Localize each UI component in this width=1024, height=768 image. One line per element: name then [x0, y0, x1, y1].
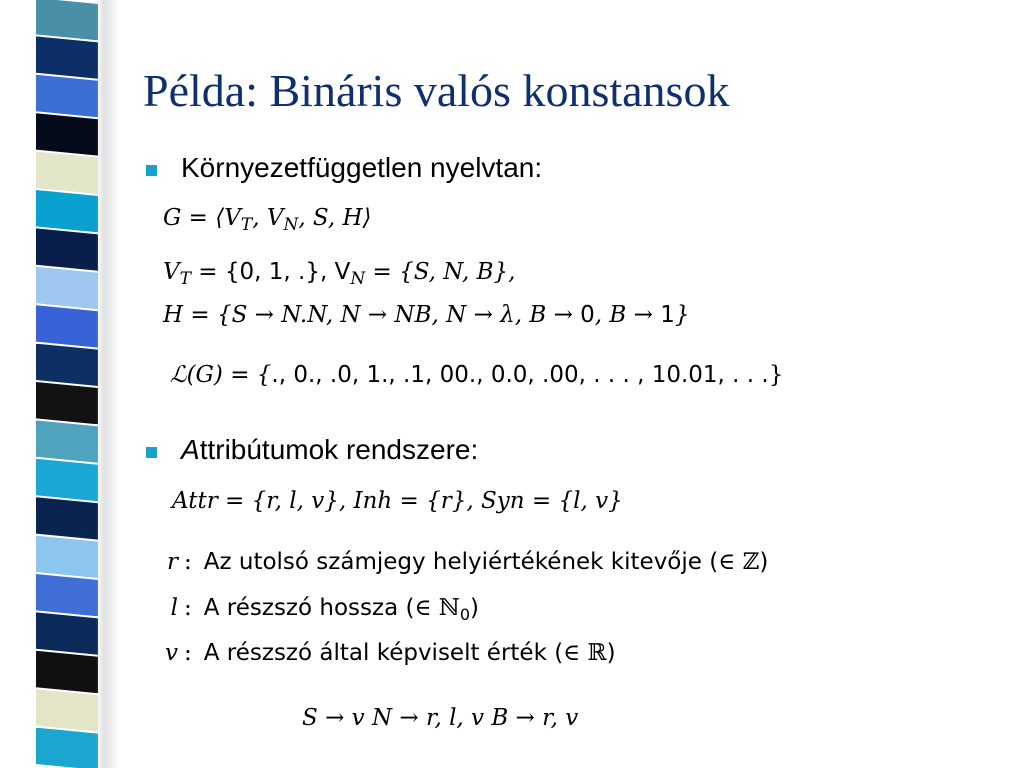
decorative-stripe: [0, 0, 120, 768]
bullet-marker: [146, 165, 157, 176]
bullet-text-attributes: Attribútumok rendszere:: [181, 434, 479, 465]
stripe-band: [36, 267, 98, 309]
stripe-band: [36, 36, 98, 78]
stripe-band: [36, 459, 98, 501]
stripe-band: [36, 190, 98, 232]
stripe-band: [36, 152, 98, 194]
stripe-band: [36, 728, 98, 768]
stripe-band: [36, 651, 98, 693]
attribute-rules: S → v N → r, l, v B → r, v: [302, 705, 579, 731]
stripe-band: [36, 75, 98, 117]
stripe-band: [36, 382, 98, 424]
stripe-band: [36, 228, 98, 270]
definition-l: l : A részszó hossza (∈ ℕ$_0$): [170, 595, 480, 624]
stripe-band: [36, 497, 98, 539]
stripe-band: [36, 0, 98, 40]
stripe-band: [36, 420, 98, 462]
stripe-band: [36, 536, 98, 578]
stripe-band: [36, 689, 98, 731]
stripe-band: [36, 574, 98, 616]
stripe-band: [36, 113, 98, 155]
slide-title: Példa: Bináris valós konstansok: [143, 65, 730, 116]
stripe-band: [36, 305, 98, 347]
terminal-nonterminal-sets: $V_T = \{0$, 1, .}, $V_N = \{S$, N, B},: [163, 259, 516, 289]
definition-r: r : Az utolsó számjegy helyiértékének kitevője (∈ ℤ): [167, 549, 769, 575]
attribute-sets: Attr = {r, l, v}, Inh = {r}, Syn = {l, v}: [172, 488, 623, 514]
bullet-text-grammar: Környezetfüggetlen nyelvtan:: [181, 152, 543, 183]
definition-v: v : A részszó által képviselt érték (∈ ℝ): [165, 640, 616, 666]
bullet-marker: [146, 447, 157, 458]
stripe-band: [36, 612, 98, 654]
production-rules: H = {S → N.N, N → NB, N → λ, B → 0, B → 1}: [163, 302, 690, 328]
generated-language: ℒ(G) = {., 0., .0, 1., .1, 00., 0.0, .00, . . . , 10.01, . . .}: [170, 362, 784, 388]
grammar-definition: $G = ⟨V_T$, $V_N$, S, H⟩: [163, 205, 372, 235]
stripe-band: [36, 344, 98, 386]
